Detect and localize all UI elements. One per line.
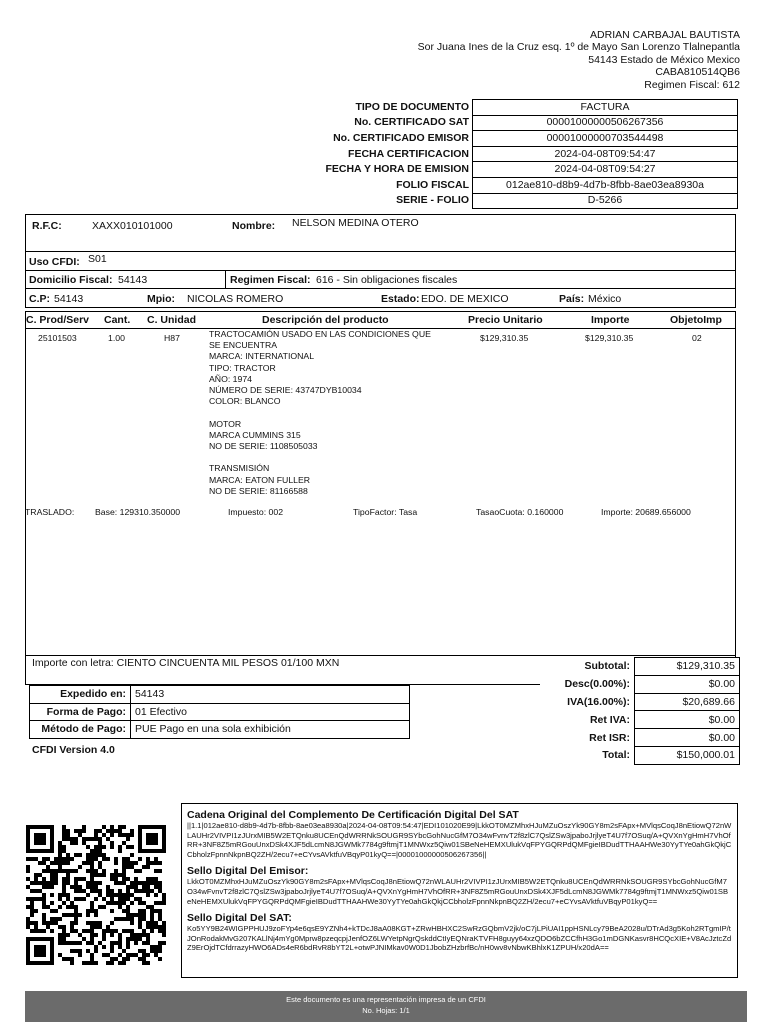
issuer-name: ADRIAN CARBAJAL BAUTISTA — [590, 29, 740, 41]
header-prod: C. Prod/Serv — [26, 314, 90, 326]
issuer-address: Sor Juana Ines de la Cruz esq. 1º de Mayo San Lorenzo Tlalnepantla — [417, 41, 740, 54]
doc-info-label: No. CERTIFICADO SAT — [354, 116, 469, 129]
item-description — [209, 329, 459, 497]
doc-info-value: 2024-04-08T09:54:27 — [473, 162, 738, 178]
sello-sat: Ko5YY9B24WIGPPHUJ9zoFYp4e6qsE9YZNh4+kTDcJ8aA08KGT+ZRwHBHXC2SwRzGQbmV2jk/oC7jLPiUAI1ppHSNLcy79BeA2028u/DTrAd3g5Koh2RTgmIP/tJOnRodakMvG207KALlNj4mYg0Mprw8pzeqcpjJenfOZ6LWYetpNgrQskddCtIyEQNraKTVFH8guyy64xzQDO6bZCCfhH3Go1mDGNKasvr8HCQcXIE+V8AcJztcZdZ9ErOjdTCfdrrazyHWO6ADs4eR6bdRvR8bYT2L+otwPJNIMkav0W0D1JbobZHzbrfBc/nH0wv8vNbwKBhlxK1ZPUH/x20dA== — [187, 924, 732, 953]
totals-label: Ret ISR: — [589, 731, 630, 744]
header-unidad: C. Unidad — [147, 314, 196, 326]
payment-value: 54143 — [131, 686, 410, 704]
totals-row — [540, 729, 740, 747]
payment-label: Expedido en: — [30, 686, 131, 704]
doc-info-row — [270, 193, 738, 209]
desc-line: NO DE SERIE: 81166588 — [209, 485, 308, 496]
item-importe: $129,310.35 — [585, 333, 634, 343]
pais-value: México — [588, 293, 622, 305]
payment-value: PUE Pago en una sola exhibición — [131, 721, 410, 739]
totals-row — [540, 658, 740, 676]
payment-row — [30, 686, 410, 704]
footer-line: Este documento es una representación impresa de un CFDI — [286, 995, 486, 1004]
desc-line: COLOR: BLANCO — [209, 396, 281, 407]
totals-row — [540, 746, 740, 764]
issuer-rfc: CABA810514QB6 — [655, 66, 740, 79]
doc-info-row — [270, 146, 738, 162]
traslado-tipo: TipoFactor: Tasa — [353, 507, 418, 517]
sello-emisor-title: Sello Digital Del Emisor: — [187, 865, 309, 878]
item-cant: 1.00 — [108, 333, 125, 343]
traslado-tasa: TasaoCuota: 0.160000 — [476, 507, 564, 517]
header-descripcion: Descripción del producto — [262, 314, 389, 326]
doc-info-value: 012ae810-d8b9-4d7b-8fbb-8ae03ea8930a — [473, 177, 738, 193]
document-info-table — [270, 99, 738, 209]
totals-value: $150,000.01 — [635, 746, 740, 764]
desc-line — [209, 452, 459, 463]
receptor-rfc-box — [25, 214, 736, 252]
payment-table — [29, 685, 410, 739]
desc-line: TRANSMISIÓN — [209, 463, 270, 474]
header-objeto: ObjetoImp — [670, 314, 722, 326]
rfc-label: R.F.C: — [32, 220, 62, 232]
payment-value: 01 Efectivo — [131, 703, 410, 721]
nombre-value: NELSON MEDINA OTERO — [292, 217, 419, 229]
payment-label: Método de Pago: — [30, 721, 131, 739]
estado-value: EDO. DE MEXICO — [421, 293, 509, 305]
qr-code-icon — [25, 822, 167, 968]
item-precio: $129,310.35 — [480, 333, 529, 343]
cp-value: 54143 — [54, 293, 84, 305]
desc-line: MARCA CUMMINS 315 — [209, 429, 301, 440]
desc-line: AÑO: 1974 — [209, 373, 252, 384]
issuer-regimen: Regimen Fiscal: 612 — [644, 78, 740, 91]
doc-info-value: FACTURA — [473, 100, 738, 116]
doc-info-row — [270, 115, 738, 131]
sat-certification-box — [181, 803, 738, 978]
location-box — [25, 288, 736, 308]
estado-label: Estado: — [381, 293, 420, 305]
totals-label: Desc(0.00%): — [564, 678, 630, 691]
nombre-label: Nombre: — [232, 220, 276, 232]
traslado-impuesto: Impuesto: 002 — [228, 507, 284, 517]
uso-cfdi-label: Uso CFDI: — [29, 256, 80, 268]
totals-label: Subtotal: — [584, 660, 630, 673]
totals-row — [540, 711, 740, 729]
doc-info-value: 00001000000506267356 — [473, 115, 738, 131]
totals-label: Total: — [602, 749, 630, 762]
totals-value: $129,310.35 — [635, 658, 740, 676]
desc-line — [209, 407, 459, 418]
items-left-border — [25, 312, 26, 655]
payment-label: Forma de Pago: — [30, 703, 131, 721]
uso-cfdi-box — [25, 251, 736, 271]
doc-info-label: FOLIO FISCAL — [396, 178, 469, 191]
totals-value: $0.00 — [635, 675, 740, 693]
doc-info-row — [270, 100, 738, 116]
domicilio-value: 54143 — [118, 274, 148, 286]
cfdi-version: CFDI Version 4.0 — [32, 744, 115, 756]
items-top-rule — [25, 311, 736, 312]
doc-info-label: SERIE - FOLIO — [396, 194, 469, 207]
items-right-border — [735, 312, 736, 655]
totals-row — [540, 675, 740, 693]
footer-bar — [25, 991, 747, 1022]
sello-sat-title: Sello Digital Del SAT: — [187, 912, 292, 925]
traslado-base: Base: 129310.350000 — [95, 507, 181, 517]
issuer-block — [418, 29, 740, 91]
header-cant: Cant. — [104, 314, 131, 326]
domicilio-label: Domicilio Fiscal: — [29, 274, 113, 286]
doc-info-value: 2024-04-08T09:54:47 — [473, 146, 738, 162]
item-objeto: 02 — [692, 333, 702, 343]
desc-line: MOTOR — [209, 418, 242, 429]
pais-label: País: — [559, 293, 585, 305]
header-precio: Precio Unitario — [468, 314, 543, 326]
doc-info-row — [270, 177, 738, 193]
issuer-address-2: 54143 Estado de México Mexico — [588, 53, 740, 66]
desc-line: TIPO: TRACTOR — [209, 362, 276, 373]
totals-value: $20,689.66 — [635, 693, 740, 711]
totals-row — [540, 693, 740, 711]
doc-info-row — [270, 162, 738, 178]
regimen-label: Regimen Fiscal: — [230, 274, 311, 286]
totals-value: $0.00 — [635, 729, 740, 747]
desc-line: SE ENCUENTRA — [209, 340, 278, 351]
header-importe: Importe — [591, 314, 630, 326]
desc-line: MARCA: EATON FULLER — [209, 474, 311, 485]
uso-cfdi-value: S01 — [88, 253, 107, 265]
desc-line: MARCA: INTERNATIONAL — [209, 351, 315, 362]
desc-line: NÚMERO DE SERIE: 43747DYB10034 — [209, 385, 362, 396]
cp-label: C.P: — [29, 293, 50, 305]
mpio-value: NICOLAS ROMERO — [187, 293, 284, 305]
doc-info-value: 00001000000703544498 — [473, 131, 738, 147]
regimen-value: 616 - Sin obligaciones fiscales — [316, 274, 458, 286]
item-prod: 25101503 — [38, 333, 77, 343]
importe-letra: Importe con letra: CIENTO CINCUENTA MIL PESOS 01/100 MXN — [32, 657, 340, 669]
payment-row — [30, 703, 410, 721]
doc-info-row — [270, 131, 738, 147]
traslado-importe: Importe: 20689.656000 — [601, 507, 691, 517]
item-unidad: H87 — [164, 333, 180, 343]
totals-label: IVA(16.00%): — [567, 695, 630, 708]
domicilio-box — [25, 270, 736, 289]
divider — [225, 271, 226, 288]
totals-value: $0.00 — [635, 711, 740, 729]
sello-emisor: LkkOT0MZMhxHJuMZuOszYk90GY8m2sFApx+MVlqsCoqJ8nEtiowQ72nWLAUHr2VIVPI1zJUrxMIB5W2ETQnku8UCEnQdWRRNkSOUGR9SYbcGohNucGfM7O34wFvnvT2f8zlC7QslZSw3jpaboJrjlyeT4U7f7OSuq/A+QVXnYgHmH7VhOfRR+3NF8Z5mRGouUnxDSk4XJF5dLcmN8JGWMk7784g9ftmjT1MNWxz5Qiw01SBeNeHEMXUlukVqFPYGQRPdQMFgieIBDudTTHAAHWe30YyTYe0ahGkQkjCCbholzFpnnNkpnBQ2ZH/2ecu7+eCYvsAVktfuVBqyP01kyQ== — [187, 877, 729, 906]
doc-info-label: TIPO DE DOCUMENTO — [355, 100, 469, 113]
traslado-label: TRASLADO: — [25, 507, 75, 517]
totals-label: Ret IVA: — [589, 713, 630, 726]
rfc-value: XAXX010101000 — [92, 220, 173, 232]
doc-info-label: FECHA CERTIFICACION — [348, 147, 469, 160]
cadena-title: Cadena Original del Complemento De Certificación Digital Del SAT — [187, 809, 519, 821]
doc-info-label: FECHA Y HORA DE EMISION — [325, 163, 469, 176]
payment-row — [30, 721, 410, 739]
desc-line: NO DE SERIE: 1108505033 — [209, 441, 318, 452]
doc-info-label: No. CERTIFICADO EMISOR — [333, 131, 469, 144]
footer-pages: No. Hojas: 1/1 — [362, 1005, 410, 1015]
mpio-label: Mpio: — [147, 293, 175, 305]
desc-line: TRACTOCAMIÓN USADO EN LAS CONDICIONES QUE — [209, 329, 431, 339]
cadena-original: ||1.1|012ae810-d8b9-4d7b-8fbb-8ae03ea8930a|2024-04-08T09:54:47|EDI101020E99|LkkOT0MZMhxHJuMZuOszYk90GY8m2sFApx+MVlqsCoqJ8nEtiowQ72nWLAUHr2VIVPI1zJUrxMIB5W2ETQnku8UCEnQdWRRNkSOUGR9SYbcGohNucGfM7O34wFvnvT2f8zlC7QslZSw3jpaboJrjlyeT4U7f7OSuq/A+QVXnYgHmH7VhOfRR+3NF8Z5mRGouUnxDSk4XJF5dLcmN8JGWMk7784g9ftmjT1MNWxz5Qiw01SBeNeHEMXUlukVqFPYGQRPdQMFgieIBDudTTHAAHWe30YyTYe0ahGkQkjCCbholzFpnnNkpnBQ2ZH/2ecu7+eCYvsAVktfuVBqyP01kyQ==|00001000000506267356|| — [187, 821, 732, 859]
doc-info-value: D-5266 — [473, 193, 738, 209]
totals-table — [540, 657, 740, 765]
